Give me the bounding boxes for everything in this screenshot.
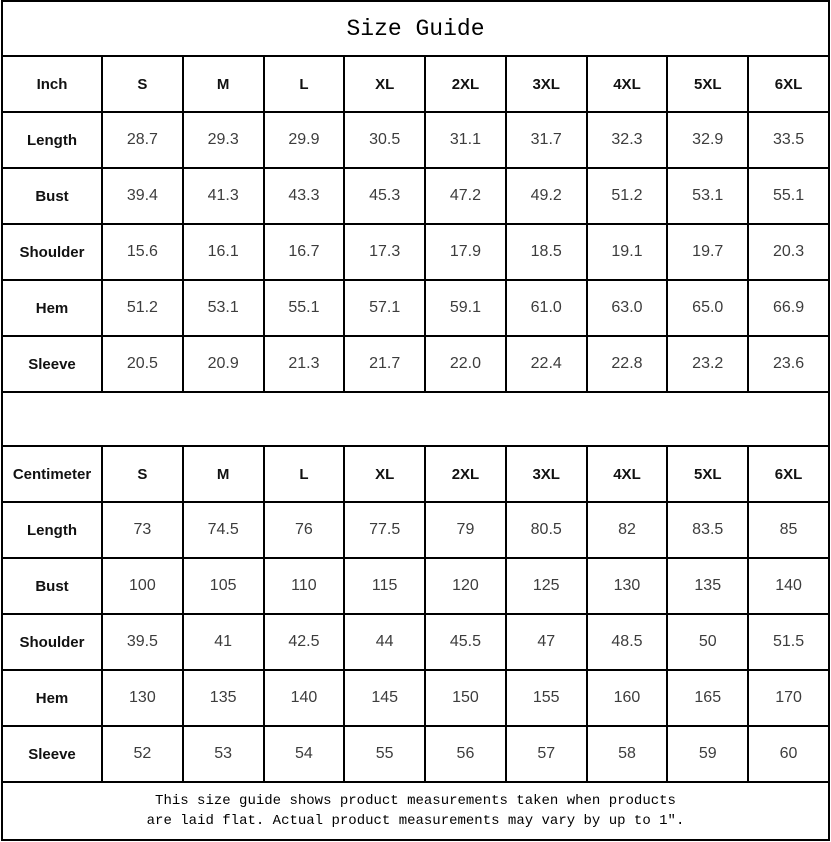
- measurement-value: 41.3: [183, 168, 264, 224]
- size-column-header: 6XL: [748, 56, 829, 112]
- measurement-value: 66.9: [748, 280, 829, 336]
- size-column-header: 2XL: [425, 56, 506, 112]
- measurement-value: 51.2: [102, 280, 183, 336]
- measurement-value: 19.1: [587, 224, 668, 280]
- measurement-value: 20.3: [748, 224, 829, 280]
- measurement-value: 55: [344, 726, 425, 782]
- measurement-label: Bust: [2, 168, 102, 224]
- measurement-value: 51.5: [748, 614, 829, 670]
- measurement-value: 160: [587, 670, 668, 726]
- measurement-value: 53.1: [183, 280, 264, 336]
- measurement-value: 115: [344, 558, 425, 614]
- measurement-value: 150: [425, 670, 506, 726]
- size-column-header: 5XL: [667, 446, 748, 502]
- measurement-value: 42.5: [264, 614, 345, 670]
- centimeter-table-body: [2, 446, 829, 782]
- footer-note: [2, 782, 829, 840]
- measurement-value: 57.1: [344, 280, 425, 336]
- measurement-value: 73: [102, 502, 183, 558]
- size-column-header: 4XL: [587, 56, 668, 112]
- size-column-header: L: [264, 56, 345, 112]
- measurement-value: 76: [264, 502, 345, 558]
- measurement-value: 60: [748, 726, 829, 782]
- measurement-value: 19.7: [667, 224, 748, 280]
- measurement-label: Bust: [2, 558, 102, 614]
- measurement-label: Sleeve: [2, 336, 102, 392]
- measurement-value: 30.5: [344, 112, 425, 168]
- measurement-value: 74.5: [183, 502, 264, 558]
- measurement-row: [2, 726, 829, 782]
- measurement-value: 22.8: [587, 336, 668, 392]
- measurement-value: 45.5: [425, 614, 506, 670]
- measurement-value: 31.1: [425, 112, 506, 168]
- measurement-value: 43.3: [264, 168, 345, 224]
- measurement-row: [2, 112, 829, 168]
- size-column-header: L: [264, 446, 345, 502]
- measurement-value: 39.4: [102, 168, 183, 224]
- measurement-value: 56: [425, 726, 506, 782]
- measurement-value: 105: [183, 558, 264, 614]
- spacer-section: [2, 392, 829, 446]
- measurement-value: 23.6: [748, 336, 829, 392]
- measurement-value: 31.7: [506, 112, 587, 168]
- table-gap-row: [2, 392, 829, 446]
- measurement-value: 39.5: [102, 614, 183, 670]
- measurement-value: 55.1: [748, 168, 829, 224]
- measurement-value: 28.7: [102, 112, 183, 168]
- measurement-label: Length: [2, 112, 102, 168]
- measurement-row: [2, 502, 829, 558]
- measurement-value: 58: [587, 726, 668, 782]
- measurement-value: 49.2: [506, 168, 587, 224]
- measurement-value: 120: [425, 558, 506, 614]
- measurement-row: [2, 558, 829, 614]
- measurement-value: 16.1: [183, 224, 264, 280]
- measurement-value: 23.2: [667, 336, 748, 392]
- measurement-value: 52: [102, 726, 183, 782]
- measurement-value: 32.9: [667, 112, 748, 168]
- inch-table-body: [2, 56, 829, 392]
- size-header-row: [2, 446, 829, 502]
- measurement-value: 140: [748, 558, 829, 614]
- measurement-value: 44: [344, 614, 425, 670]
- size-header-row: [2, 56, 829, 112]
- size-column-header: 3XL: [506, 56, 587, 112]
- size-guide-table: [1, 0, 830, 841]
- measurement-value: 59.1: [425, 280, 506, 336]
- measurement-value: 140: [264, 670, 345, 726]
- measurement-value: 165: [667, 670, 748, 726]
- table-gap: [2, 392, 829, 446]
- measurement-label: Hem: [2, 280, 102, 336]
- measurement-label: Shoulder: [2, 224, 102, 280]
- size-column-header: XL: [344, 446, 425, 502]
- measurement-value: 53: [183, 726, 264, 782]
- measurement-row: [2, 614, 829, 670]
- measurement-value: 82: [587, 502, 668, 558]
- measurement-value: 110: [264, 558, 345, 614]
- unit-header: Centimeter: [2, 446, 102, 502]
- size-column-header: 6XL: [748, 446, 829, 502]
- measurement-value: 55.1: [264, 280, 345, 336]
- measurement-label: Sleeve: [2, 726, 102, 782]
- measurement-value: 47: [506, 614, 587, 670]
- measurement-value: 54: [264, 726, 345, 782]
- measurement-value: 130: [102, 670, 183, 726]
- measurement-value: 22.0: [425, 336, 506, 392]
- measurement-value: 65.0: [667, 280, 748, 336]
- measurement-value: 20.9: [183, 336, 264, 392]
- measurement-value: 130: [587, 558, 668, 614]
- size-column-header: XL: [344, 56, 425, 112]
- measurement-row: [2, 168, 829, 224]
- size-column-header: S: [102, 56, 183, 112]
- measurement-value: 83.5: [667, 502, 748, 558]
- measurement-value: 22.4: [506, 336, 587, 392]
- measurement-row: [2, 280, 829, 336]
- measurement-value: 57: [506, 726, 587, 782]
- title-section: [2, 1, 829, 56]
- measurement-value: 63.0: [587, 280, 668, 336]
- measurement-value: 41: [183, 614, 264, 670]
- measurement-row: [2, 336, 829, 392]
- measurement-value: 20.5: [102, 336, 183, 392]
- unit-header: Inch: [2, 56, 102, 112]
- measurement-value: 85: [748, 502, 829, 558]
- measurement-value: 53.1: [667, 168, 748, 224]
- size-column-header: M: [183, 56, 264, 112]
- measurement-label: Length: [2, 502, 102, 558]
- measurement-value: 29.9: [264, 112, 345, 168]
- measurement-value: 125: [506, 558, 587, 614]
- measurement-value: 47.2: [425, 168, 506, 224]
- measurement-value: 51.2: [587, 168, 668, 224]
- measurement-value: 80.5: [506, 502, 587, 558]
- measurement-value: 18.5: [506, 224, 587, 280]
- measurement-value: 16.7: [264, 224, 345, 280]
- measurement-value: 21.7: [344, 336, 425, 392]
- measurement-value: 61.0: [506, 280, 587, 336]
- measurement-label: Hem: [2, 670, 102, 726]
- measurement-value: 170: [748, 670, 829, 726]
- measurement-value: 79: [425, 502, 506, 558]
- footer-line-2: are laid flat. Actual product measurements may vary by up to 1″.: [146, 813, 685, 829]
- size-column-header: 3XL: [506, 446, 587, 502]
- measurement-value: 59: [667, 726, 748, 782]
- measurement-value: 29.3: [183, 112, 264, 168]
- measurement-value: 32.3: [587, 112, 668, 168]
- measurement-row: [2, 670, 829, 726]
- measurement-value: 135: [183, 670, 264, 726]
- footer-row: [2, 782, 829, 840]
- size-column-header: S: [102, 446, 183, 502]
- measurement-value: 145: [344, 670, 425, 726]
- title-row: [2, 1, 829, 56]
- measurement-value: 45.3: [344, 168, 425, 224]
- size-column-header: 2XL: [425, 446, 506, 502]
- measurement-value: 17.3: [344, 224, 425, 280]
- measurement-value: 77.5: [344, 502, 425, 558]
- size-column-header: 5XL: [667, 56, 748, 112]
- measurement-value: 135: [667, 558, 748, 614]
- footer-line-1: This size guide shows product measurements taken when products: [155, 793, 676, 809]
- measurement-value: 48.5: [587, 614, 668, 670]
- measurement-row: [2, 224, 829, 280]
- measurement-label: Shoulder: [2, 614, 102, 670]
- size-column-header: 4XL: [587, 446, 668, 502]
- size-column-header: M: [183, 446, 264, 502]
- measurement-value: 155: [506, 670, 587, 726]
- page-title: Size Guide: [2, 1, 829, 56]
- measurement-value: 33.5: [748, 112, 829, 168]
- measurement-value: 100: [102, 558, 183, 614]
- measurement-value: 21.3: [264, 336, 345, 392]
- measurement-value: 17.9: [425, 224, 506, 280]
- measurement-value: 50: [667, 614, 748, 670]
- footer-section: [2, 782, 829, 840]
- measurement-value: 15.6: [102, 224, 183, 280]
